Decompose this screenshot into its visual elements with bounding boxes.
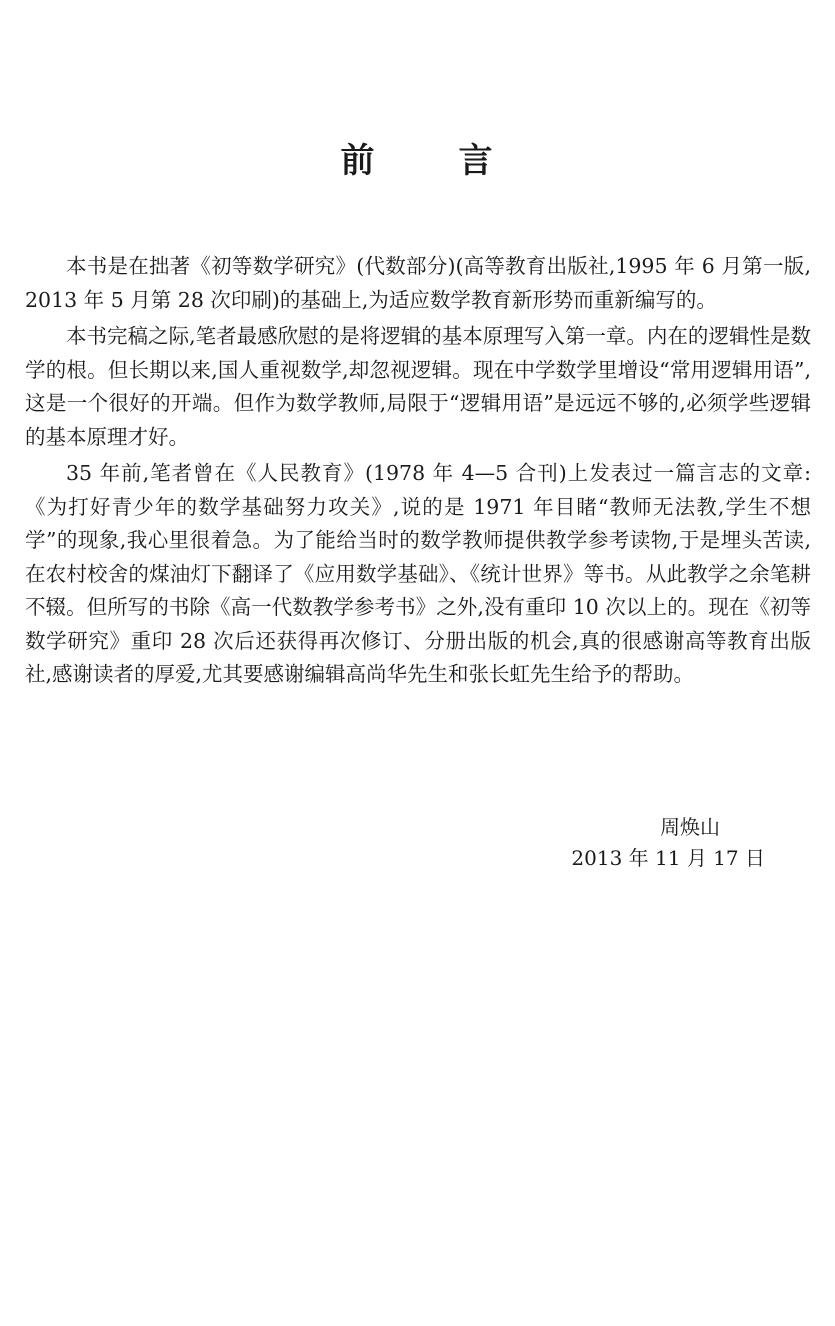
paragraph-1: 本书是在拙著《初等数学研究》(代数部分)(高等教育出版社,1995 年 6 月第一版,2013 年 5 月第 28 次印刷)的基础上,为适应数学教育新形势而重新编写的。	[25, 254, 811, 312]
title-char-2: 言	[458, 141, 495, 181]
author-name: 周焕山	[660, 815, 720, 839]
page-title	[0, 138, 835, 184]
preface-body	[25, 250, 811, 695]
paragraph-2: 本书完稿之际,笔者最感欣慰的是将逻辑的基本原理写入第一章。内在的逻辑性是数学的根。但长期以来,国人重视数学,却忽视逻辑。现在中学数学里增设“常用逻辑用语”,这是一个很好的开端。但作为数学教师,局限于“逻辑用语”是远远不够的,必须学些逻辑的基本原理才好。	[25, 324, 811, 449]
paragraph-3: 35 年前,笔者曾在《人民教育》(1978 年 4—5 合刊)上发表过一篇言志的文章:《为打好青少年的数学基础努力攻关》,说的是 1971 年目睹“教师无法教,学生不想学”的现象,我心里很着急。为了能给当时的数学教师提供教学参考读物,于是埋头苦读,在农村校舍的煤油灯下翻译了《应用数学基础》、《统计世界》等书。从此教学之余笔耕不辍。但所写的书除《高一代数教学参考书》之外,没有重印 10 次以上的。现在《初等数学研究》重印 28 次后还获得再次修订、分册出版的机会,真的很感谢高等教育出版社,感谢读者的厚爱,尤其要感谢编辑高尚华先生和张长虹先生给予的帮助。	[25, 461, 811, 686]
title-char-1: 前	[340, 141, 377, 181]
signature-date: 2013 年 11 月 17 日	[571, 846, 765, 870]
